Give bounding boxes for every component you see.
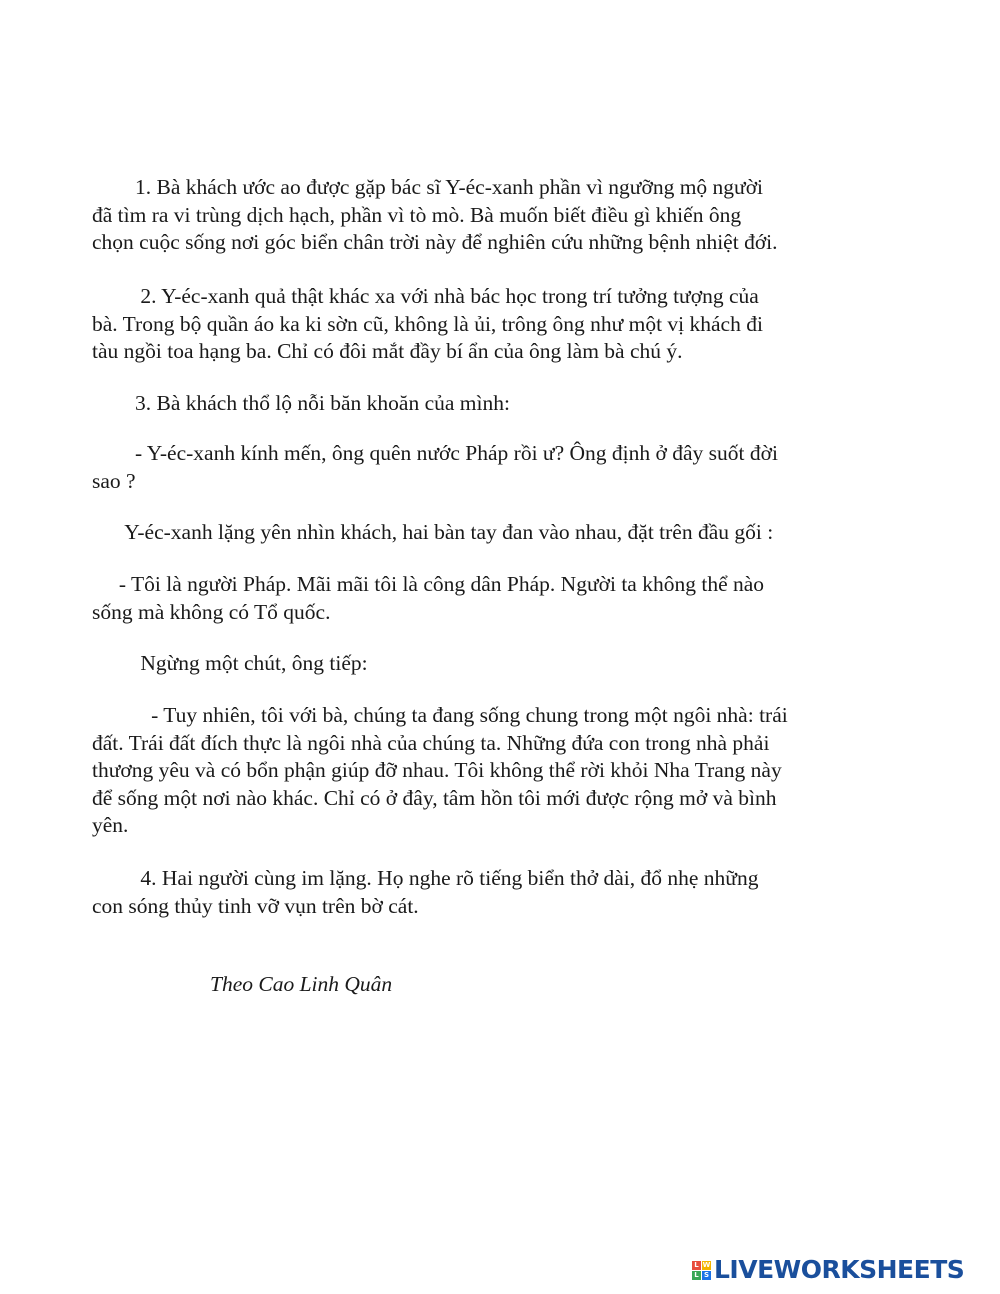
paragraph-5: Y-éc-xanh lặng yên nhìn khách, hai bàn tay đan vào nhau, đặt trên đầu gối : [92, 520, 774, 544]
paragraph-2: 2. Y-éc-xanh quả thật khác xa với nhà bác học trong trí tưởng tượng của bà. Trong bộ quần áo ka ki sờn cũ, không là ủi, trông ông như một vị khách đi tàu ngồi toa hạng ba. Chỉ có đôi mắt đầy bí ẩn của ông làm bà chú ý. [92, 284, 763, 363]
paragraph-8: - Tuy nhiên, tôi với bà, chúng ta đang sống chung trong một ngôi nhà: trái đất. Trái đất đích thực là ngôi nhà của chúng ta. Những đứa con trong nhà phải thương yêu và có bổn phận giúp đỡ nhau. Tôi không thể rời khỏi Nha Trang này để sống một nơi nào khác. Chỉ có ở đây, tâm hồn tôi mới được rộng mở và bình yên. [92, 703, 788, 837]
paragraph-1: 1. Bà khách ước ao được gặp bác sĩ Y-éc-xanh phần vì ngưỡng mộ người đã tìm ra vi trùng dịch hạch, phần vì tò mò. Bà muốn biết điều gì khiến ông chọn cuộc sống nơi góc biển chân trời này để nghiên cứu những bệnh nhiệt đới. [92, 175, 778, 254]
logo-mark-icon [692, 1261, 711, 1280]
author-attribution: Theo Cao Linh Quân [210, 972, 393, 996]
logo-mark-cell: S [703, 1270, 710, 1279]
paragraph-3: 3. Bà khách thổ lộ nỗi băn khoăn của mình: [92, 391, 510, 415]
logo-mark-cell: W [702, 1260, 711, 1269]
logo-mark-cell: L [692, 1271, 701, 1280]
paragraph-4: - Y-éc-xanh kính mến, ông quên nước Pháp rồi ư? Ông định ở đây suốt đời sao ? [92, 441, 778, 493]
paragraph-9: 4. Hai người cùng im lặng. Họ nghe rõ tiếng biển thở dài, đổ nhẹ những con sóng thủy tinh vỡ vụn trên bờ cát. [92, 866, 759, 918]
logo-text: LIVEWORKSHEETS [714, 1255, 965, 1284]
paragraph-6: - Tôi là người Pháp. Mãi mãi tôi là công dân Pháp. Người ta không thể nào sống mà không có Tổ quốc. [92, 572, 765, 624]
logo-mark-cell: L [692, 1261, 701, 1270]
liveworksheets-logo [692, 1255, 964, 1285]
paragraph-7: Ngừng một chút, ông tiếp: [92, 651, 368, 675]
